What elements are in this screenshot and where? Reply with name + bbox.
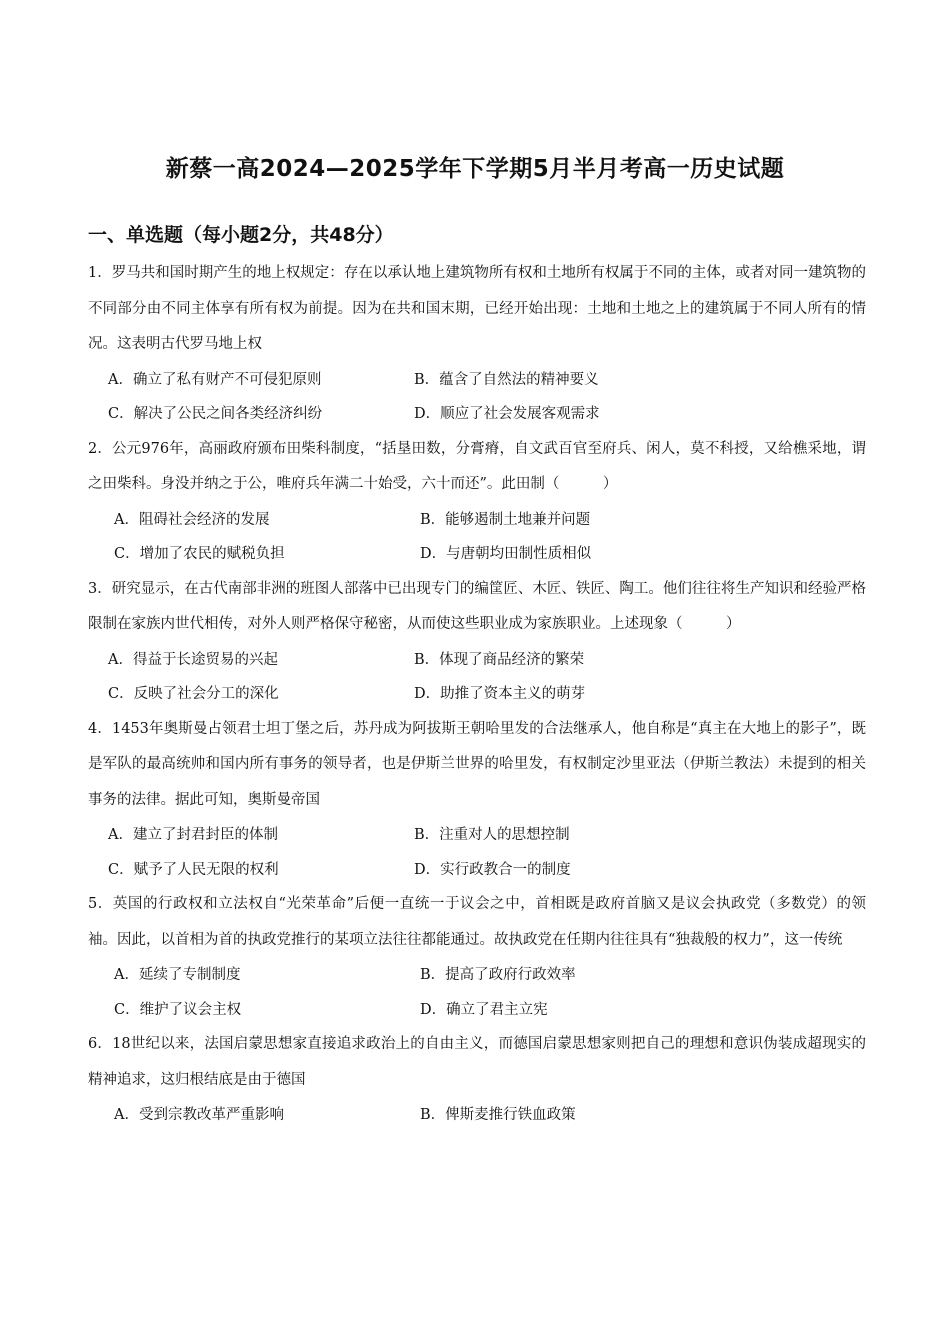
option-group (88, 503, 866, 572)
option-group (88, 1098, 866, 1133)
option-group (88, 958, 866, 1027)
option-group (88, 643, 866, 712)
option-c[interactable]: C．反映了社会分工的深化 (108, 686, 279, 702)
option-b[interactable]: B．俾斯麦推行铁血政策 (420, 1107, 576, 1123)
option-b[interactable]: B．蕴含了自然法的精神要义 (414, 371, 599, 388)
exam-title: 新蔡一高2024—2025学年下学期5月半月考高一历史试题 (165, 156, 785, 182)
question-1 (88, 256, 866, 432)
option-a[interactable]: A．阻碍社会经济的发展 (114, 511, 270, 528)
question-stem: 1．罗马共和国时期产生的地上权规定：存在以承认地上建筑物所有权和土地所有权属于不同的主体，或者对同一建筑物的不同部分由不同主体享有所有权为前提。因为在共和国末期，已经开始出现：土地和土地之上的建筑属于不同人所有的情况。这表明古代罗马地上权 (88, 265, 866, 352)
option-d[interactable]: D．与唐朝均田制性质相似 (420, 546, 592, 562)
option-group (88, 363, 866, 432)
question-stem: 2．公元976年，高丽政府颁布田柴科制度，“括垦田数，分膏瘠，自文武百官至府兵、闲人，莫不科授，又给樵采地，谓之田柴科。身没并纳之于公，唯府兵年满二十始受，六十而还”。此田制（ ） (88, 440, 866, 492)
option-b[interactable]: B．能够遏制土地兼并问题 (420, 511, 591, 528)
option-b[interactable]: B．体现了商品经济的繁荣 (414, 651, 585, 668)
option-c[interactable]: C．赋予了人民无限的权利 (108, 861, 279, 878)
question-stem: 3．研究显示，在古代南部非洲的班图人部落中已出现专门的编筐匠、木匠、铁匠、陶工。他们往往将生产知识和经验严格限制在家族内世代相传，对外人则严格保守秘密，从而使这些职业成为家族职业。上述现象（ ） (88, 580, 866, 632)
option-b[interactable]: B．注重对人的思想控制 (414, 827, 570, 843)
option-a[interactable]: A．得益于长途贸易的兴起 (108, 651, 278, 668)
option-d[interactable]: D．确立了君主立宪 (420, 1001, 548, 1018)
option-d[interactable]: D．实行政教合一的制度 (414, 861, 571, 878)
section-heading: 一、单选题（每小题2分，共48分） (88, 224, 394, 246)
question-stem: 4．1453年奥斯曼占领君士坦丁堡之后，苏丹成为阿拔斯王朝哈里发的合法继承人，他自称是“真主在大地上的影子”，既是军队的最高统帅和国内所有事务的领导者，也是伊斯兰世界的哈里发，有权制定沙里亚法（伊斯兰教法）未提到的相关事务的法律。据此可知，奥斯曼帝国 (88, 720, 866, 808)
option-c[interactable]: C．解决了公民之间各类经济纠纷 (108, 406, 323, 422)
question-4 (88, 712, 866, 888)
question-list (88, 256, 866, 1133)
question-5 (88, 887, 866, 1027)
option-b[interactable]: B．提高了政府行政效率 (420, 967, 576, 983)
option-d[interactable]: D．助推了资本主义的萌芽 (414, 686, 586, 702)
question-2 (88, 432, 866, 572)
option-d[interactable]: D．顺应了社会发展客观需求 (414, 406, 600, 422)
option-c[interactable]: C．维护了议会主权 (114, 1001, 242, 1018)
option-group (88, 818, 866, 887)
question-stem: 6．18世纪以来，法国启蒙思想家直接追求政治上的自由主义，而德国启蒙思想家则把自己的理想和意识伪装成超现实的精神追求，这归根结底是由于德国 (88, 1036, 866, 1088)
question-stem: 5．英国的行政权和立法权自“光荣革命”后便一直统一于议会之中，首相既是政府首脑又是议会执政党（多数党）的领袖。因此，以首相为首的执政党推行的某项立法往往都能通过。故执政党在任期内往往具有“独裁般的权力”，这一传统 (88, 896, 866, 948)
question-3 (88, 572, 866, 712)
option-a[interactable]: A．确立了私有财产不可侵犯原则 (108, 371, 322, 388)
option-a[interactable]: A．受到宗教改革严重影响 (114, 1107, 284, 1123)
question-6 (88, 1027, 866, 1133)
option-a[interactable]: A．延续了专制制度 (114, 967, 241, 983)
option-c[interactable]: C．增加了农民的赋税负担 (114, 546, 285, 562)
option-a[interactable]: A．建立了封君封臣的体制 (108, 827, 278, 843)
